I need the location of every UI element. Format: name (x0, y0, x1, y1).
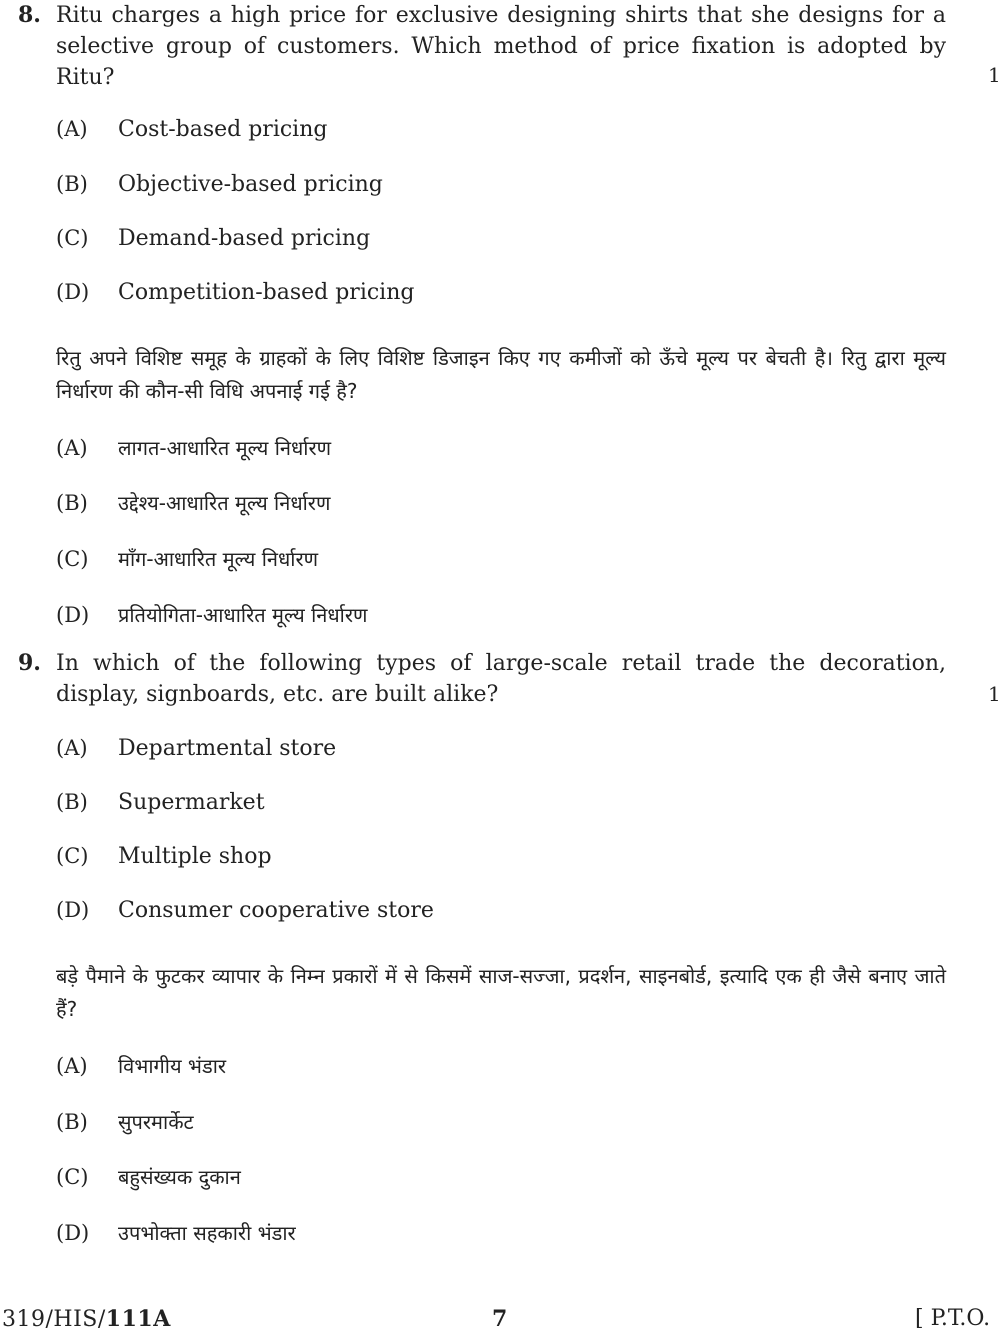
option-text: Cost-based pricing (118, 117, 328, 142)
option-d-hindi (56, 600, 367, 630)
option-label: (A) (56, 117, 88, 141)
option-label: (D) (56, 280, 90, 304)
option-text: Objective-based pricing (118, 172, 383, 197)
option-text: विभागीय भंडार (118, 1054, 227, 1078)
option-text: Consumer cooperative store (118, 898, 434, 923)
option-label: (B) (56, 172, 88, 196)
option-a-hindi (56, 433, 331, 463)
option-text: उपभोक्ता सहकारी भंडार (118, 1221, 296, 1245)
question-number: 8. (18, 2, 41, 28)
option-text: Multiple shop (118, 844, 272, 869)
option-label: (B) (56, 790, 88, 814)
option-text: Competition-based pricing (118, 280, 415, 305)
option-text: Demand-based pricing (118, 226, 371, 251)
option-label: (B) (56, 1110, 88, 1134)
question-text-hindi: रितु अपने विशिष्ट समूह के ग्राहकों के लिए विशिष्ट डिजाइन किए गए कमीजों को ऊँचे मूल्य पर बेचती है। रितु द्वारा मूल्य निर्धारण की कौन-सी विधि अपनाई गई है? (56, 346, 946, 403)
option-text: माँग-आधारित मूल्य निर्धारण (118, 547, 319, 571)
option-b-hindi (56, 488, 330, 518)
option-label: (C) (56, 1165, 89, 1189)
question-text-english: In which of the following types of large-scale retail trade the decoration, display, signboards, etc. are built alike? (56, 651, 946, 707)
option-a-english (56, 733, 336, 763)
option-label: (D) (56, 898, 90, 922)
option-d-hindi (56, 1218, 296, 1248)
paper-code-bold: 111A (105, 1306, 171, 1330)
option-label: (A) (56, 736, 88, 760)
option-label: (D) (56, 1221, 90, 1245)
option-text: Departmental store (118, 736, 337, 761)
paper-code (2, 1305, 171, 1330)
option-c-english (56, 841, 272, 871)
option-d-english (56, 895, 434, 925)
option-text: लागत-आधारित मूल्य निर्धारण (118, 436, 332, 460)
question-text-english: Ritu charges a high price for exclusive designing shirts that she designs for a selective group of customers. Which method of price fixation is adopted by Ritu? (56, 3, 946, 90)
option-label: (A) (56, 436, 88, 460)
option-text: बहुसंख्यक दुकान (118, 1165, 241, 1189)
option-label: (C) (56, 226, 89, 250)
please-turn-over: [ P.T.O. (915, 1306, 991, 1330)
option-b-hindi (56, 1107, 194, 1137)
option-label: (B) (56, 491, 88, 515)
option-c-english (56, 223, 370, 253)
option-label: (C) (56, 844, 89, 868)
question-number: 9. (18, 650, 41, 676)
question-marks: 1 (988, 682, 1001, 706)
option-c-hindi (56, 1162, 241, 1192)
option-b-english (56, 169, 383, 199)
page-number: 7 (492, 1306, 508, 1330)
question-text-hindi: बड़े पैमाने के फुटकर व्यापार के निम्न प्रकारों में से किसमें साज-सज्जा, प्रदर्शन, साइनबोर्ड, इत्यादि एक ही जैसे बनाए जाते हैं? (56, 964, 946, 1021)
option-label: (A) (56, 1054, 88, 1078)
question-marks: 1 (988, 63, 1001, 87)
option-text: उद्देश्य-आधारित मूल्य निर्धारण (118, 491, 331, 515)
option-text: प्रतियोगिता-आधारित मूल्य निर्धारण (118, 603, 368, 627)
option-label: (D) (56, 603, 90, 627)
option-d-english (56, 277, 414, 307)
option-text: सुपरमार्केट (118, 1110, 194, 1134)
option-label: (C) (56, 547, 89, 571)
option-b-english (56, 787, 265, 817)
option-a-hindi (56, 1051, 226, 1081)
option-c-hindi (56, 544, 318, 574)
option-text: Supermarket (118, 790, 265, 815)
option-a-english (56, 114, 327, 144)
paper-code-prefix: 319/HIS/ (2, 1307, 106, 1330)
